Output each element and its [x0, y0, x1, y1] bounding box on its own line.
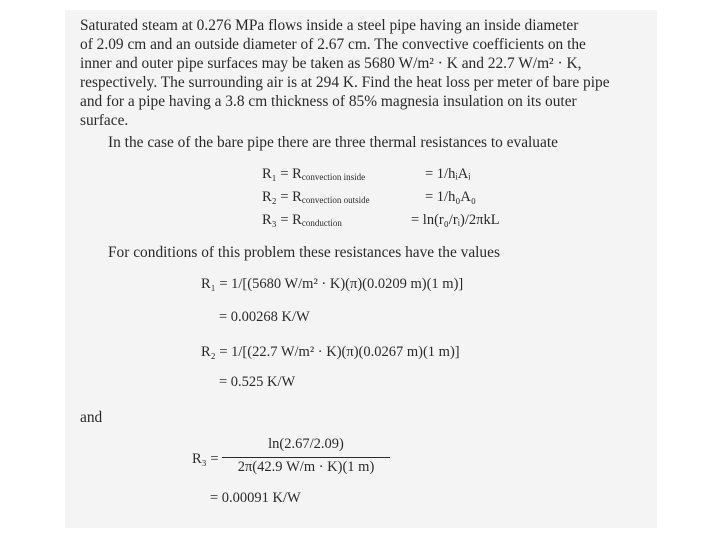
problem-line: of 2.09 cm and an outside diameter of 2.67 cm. The convective coefficients on the	[80, 36, 586, 53]
problem-line: and for a pipe having a 3.8 cm thickness of 85% magnesia insulation on its outer	[80, 93, 577, 110]
problem-line: inner and outer pipe surfaces may be taken as 5680 W/m² · K and 22.7 W/m² · K,	[80, 55, 582, 72]
r3-denominator: 2π(42.9 W/m · K)(1 m)	[237, 459, 375, 475]
r1-expression: R₁ = 1/[(5680 W/m² · K)(π)(0.0209 m)(1 m)]	[201, 276, 464, 292]
intro-text: In the case of the bare pipe there are three thermal resistances to evaluate	[108, 134, 558, 151]
fraction-bar	[222, 457, 390, 458]
r2-value: = 0.525 K/W	[219, 374, 296, 390]
definition-r1-rhs: = 1/hᵢAᵢ	[425, 166, 471, 182]
r2-subscript: convection outside	[301, 195, 370, 205]
r3-lhs: R₃ =	[192, 451, 219, 467]
and-text: and	[80, 409, 103, 426]
definition-r3	[262, 212, 342, 229]
r2-lhs: R₂ = R	[262, 189, 302, 205]
problem-line: respectively. The surrounding air is at 294 K. Find the heat loss per meter of bare pipe	[80, 74, 610, 91]
r1-subscript: convection inside	[301, 172, 366, 182]
r2-expression: R₂ = 1/[(22.7 W/m² · K)(π)(0.0267 m)(1 m)]	[201, 344, 460, 360]
definition-r3-rhs: = ln(r₀/rᵢ)/2πkL	[411, 212, 500, 228]
definition-r2	[262, 189, 370, 206]
r3-value: = 0.00091 K/W	[210, 490, 301, 506]
problem-line: surface.	[80, 112, 129, 129]
definition-r2-rhs: = 1/h₀A₀	[425, 189, 476, 205]
r3-numerator: ln(2.67/2.09)	[268, 436, 344, 452]
r3-subscript: conduction	[301, 218, 342, 228]
problem-line: Saturated steam at 0.276 MPa flows inside a steel pipe having an inside diameter	[80, 17, 579, 34]
r1-lhs: R₁ = R	[262, 166, 302, 182]
conditions-text: For conditions of this problem these resistances have the values	[108, 244, 500, 261]
definition-r1	[262, 166, 365, 183]
r1-value: = 0.00268 K/W	[219, 309, 310, 325]
r3-lhs: R₃ = R	[262, 212, 302, 228]
